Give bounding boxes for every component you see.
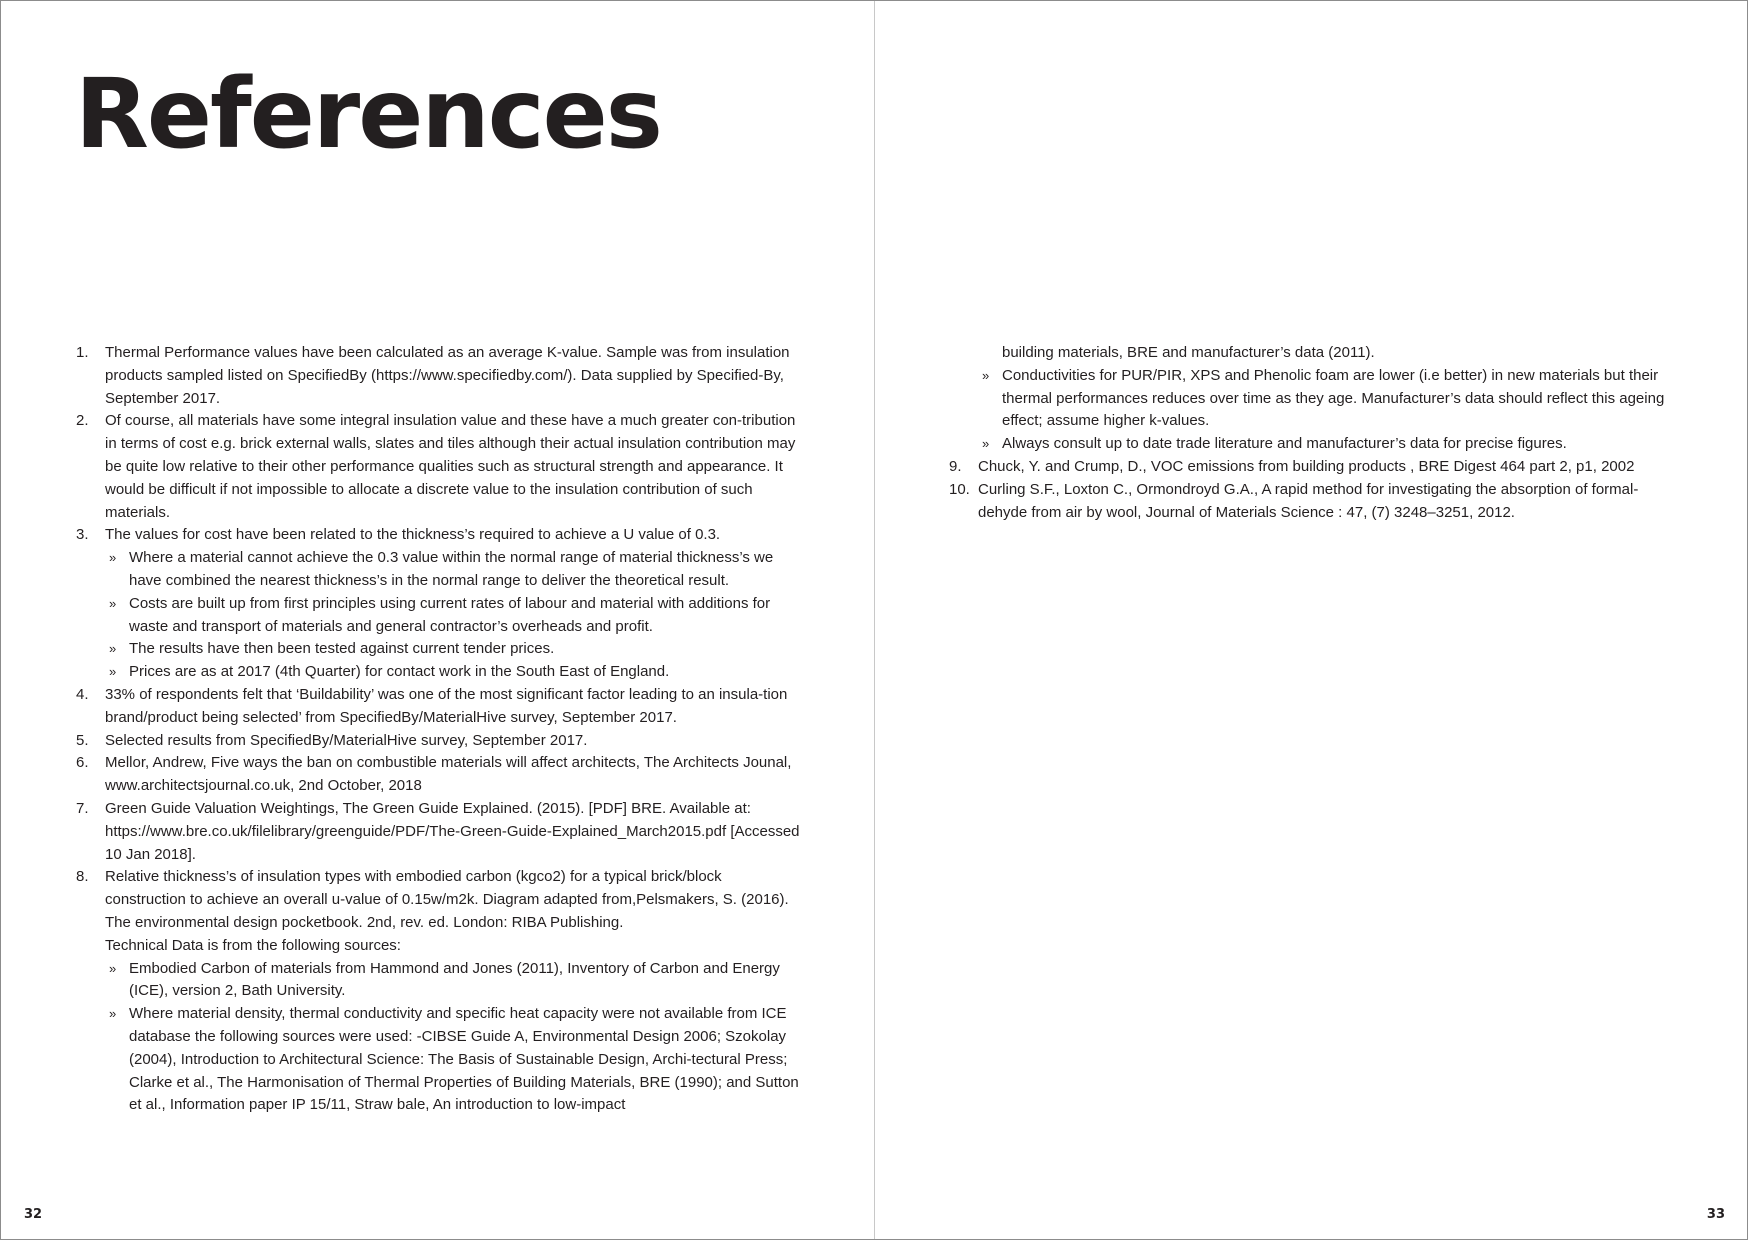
reference-text: 33% of respondents felt that ‘Buildability’ was one of the most significant factor leading to an insula-tion brand/product being selected’ from SpecifiedBy/MaterialHive survey, September 2017.: [105, 685, 788, 726]
bullet-marker: »: [982, 436, 990, 452]
reference-text: Selected results from SpecifiedBy/MaterialHive survey, September 2017.: [105, 731, 588, 749]
bullet-marker: »: [109, 1006, 117, 1022]
page-number-left: 32: [24, 1207, 43, 1222]
sublist-item: [105, 547, 806, 593]
left-page: [1, 1, 874, 1239]
reference-subtext: Technical Data is from the following sources:: [105, 936, 401, 954]
reference-number: 1.: [76, 344, 89, 361]
sublist-text: Costs are built up from first principles using current rates of labour and material with additions for waste and transport of materials and general contractor’s overheads and profit.: [129, 594, 771, 635]
sublist-item: [105, 958, 806, 1004]
reference-text: Of course, all materials have some integral insulation value and these have a much greater con-tribution in terms of cost e.g. brick external walls, slates and tiles although their actual insulation contribution may be quite low relative to their other performance qualities such as structural strength and appearance. It would be difficult if not impossible to allocate a discrete value to the insulation contribution of such materials.: [105, 412, 796, 521]
reference-item: [76, 730, 806, 753]
reference-list-right: [949, 342, 1669, 524]
reference-item: [76, 752, 806, 798]
reference-item: [76, 524, 806, 684]
reference-continuation: [949, 342, 1669, 456]
page-title: References: [75, 58, 661, 170]
bullet-marker: »: [982, 367, 990, 383]
sublist-text: building materials, BRE and manufacturer’s data (2011).: [1002, 344, 1375, 361]
reference-number: 7.: [76, 799, 89, 817]
reference-sublist: [105, 958, 806, 1118]
reference-item: [949, 479, 1669, 525]
reference-list-left: [76, 342, 806, 1117]
sublist-text: The results have then been tested against current tender prices.: [129, 640, 555, 658]
reference-text: Thermal Performance values have been calculated as an average K-value. Sample was from insulation products sampled listed on SpecifiedBy (https://www.specifiedby.com/). Data supplied by Specified-By, September 2017.: [105, 344, 790, 407]
reference-number: 6.: [76, 754, 89, 772]
sublist-text: Where material density, thermal conductivity and specific heat capacity were not available from ICE database the following sources were used: -CIBSE Guide A, Environmental Design 2006; Szokolay (2004), Introduction to Architectural Science: The Basis of Sustainable Design, Archi-tectural Press; Clarke et al., The Harmonisation of Thermal Properties of Building Materials, BRE (1990); and Sutton et al., Information paper IP 15/11, Straw bale, An introduction to low-impact: [129, 1005, 799, 1114]
reference-text: Chuck, Y. and Crump, D., VOC emissions from building products , BRE Digest 464 part 2, p1, 2002: [978, 457, 1635, 475]
reference-item: [76, 798, 806, 866]
reference-number: 4.: [76, 685, 89, 703]
sublist-text: Always consult up to date trade literature and manufacturer’s data for precise figures.: [1002, 435, 1567, 453]
bullet-marker: »: [109, 641, 117, 657]
reference-item: [76, 410, 806, 524]
bullet-marker: »: [109, 595, 117, 611]
sublist-item-continued: [978, 342, 1669, 365]
reference-text: Curling S.F., Loxton C., Ormondroyd G.A., A rapid method for investigating the absorption of formal-dehyde from air by wool, Journal of Materials Science : 47, (7) 3248–3251, 2012.: [978, 480, 1639, 521]
reference-number: 9.: [949, 457, 962, 475]
reference-text: Relative thickness’s of insulation types with embodied carbon (kgco2) for a typical brick/block construction to achieve an overall u-value of 0.15w/m2k. Diagram adapted from,Pelsmakers, S. (2016). The environmental design pocketbook. 2nd, rev. ed. London: RIBA Publishing.: [105, 868, 789, 931]
bullet-marker: »: [109, 664, 117, 680]
sublist-item: [105, 1003, 806, 1117]
sublist-text: Embodied Carbon of materials from Hammond and Jones (2011), Inventory of Carbon and Energy (ICE), version 2, Bath University.: [129, 959, 780, 1000]
reference-text: The values for cost have been related to the thickness’s required to achieve a U value of 0.3.: [105, 526, 721, 544]
reference-number: 2.: [76, 412, 89, 430]
sublist-item: [105, 638, 806, 661]
reference-item: [76, 866, 806, 1117]
reference-number: 8.: [76, 868, 89, 886]
sublist-text: Where a material cannot achieve the 0.3 value within the normal range of material thickness’s we have combined the nearest thickness’s in the normal range to deliver the theoretical result.: [129, 549, 774, 589]
reference-sublist: [978, 342, 1669, 456]
bullet-marker: »: [109, 550, 117, 566]
sublist-item: [105, 593, 806, 639]
reference-number: 10.: [949, 480, 970, 498]
sublist-item: [105, 661, 806, 684]
reference-number: 3.: [76, 526, 89, 544]
reference-text: Mellor, Andrew, Five ways the ban on combustible materials will affect architects, The Architects Jounal, www.architectsjournal.co.uk, 2nd October, 2018: [105, 754, 792, 795]
reference-item: [76, 342, 806, 410]
reference-item: [76, 684, 806, 730]
right-page: [875, 1, 1747, 1239]
reference-sublist: [105, 547, 806, 684]
page-number-right: 33: [1706, 1207, 1725, 1222]
sublist-item: [978, 433, 1669, 456]
reference-text: Green Guide Valuation Weightings, The Green Guide Explained. (2015). [PDF] BRE. Available at: https://www.bre.co.uk/filelibrary/greenguide/PDF/The-Green-Guide-Explained_March2015.pdf [Accessed 10 Jan 2018].: [105, 799, 800, 863]
sublist-text: Conductivities for PUR/PIR, XPS and Phenolic foam are lower (i.e better) in new materials but their thermal performances reduces over time as they age. Manufacturer’s data should reflect this ageing effect; assume higher k-values.: [1002, 366, 1665, 430]
reference-item: [949, 456, 1669, 479]
bullet-marker: »: [109, 960, 117, 976]
reference-number: 5.: [76, 731, 89, 749]
sublist-item: [978, 365, 1669, 433]
sublist-text: Prices are as at 2017 (4th Quarter) for contact work in the South East of England.: [129, 663, 670, 681]
